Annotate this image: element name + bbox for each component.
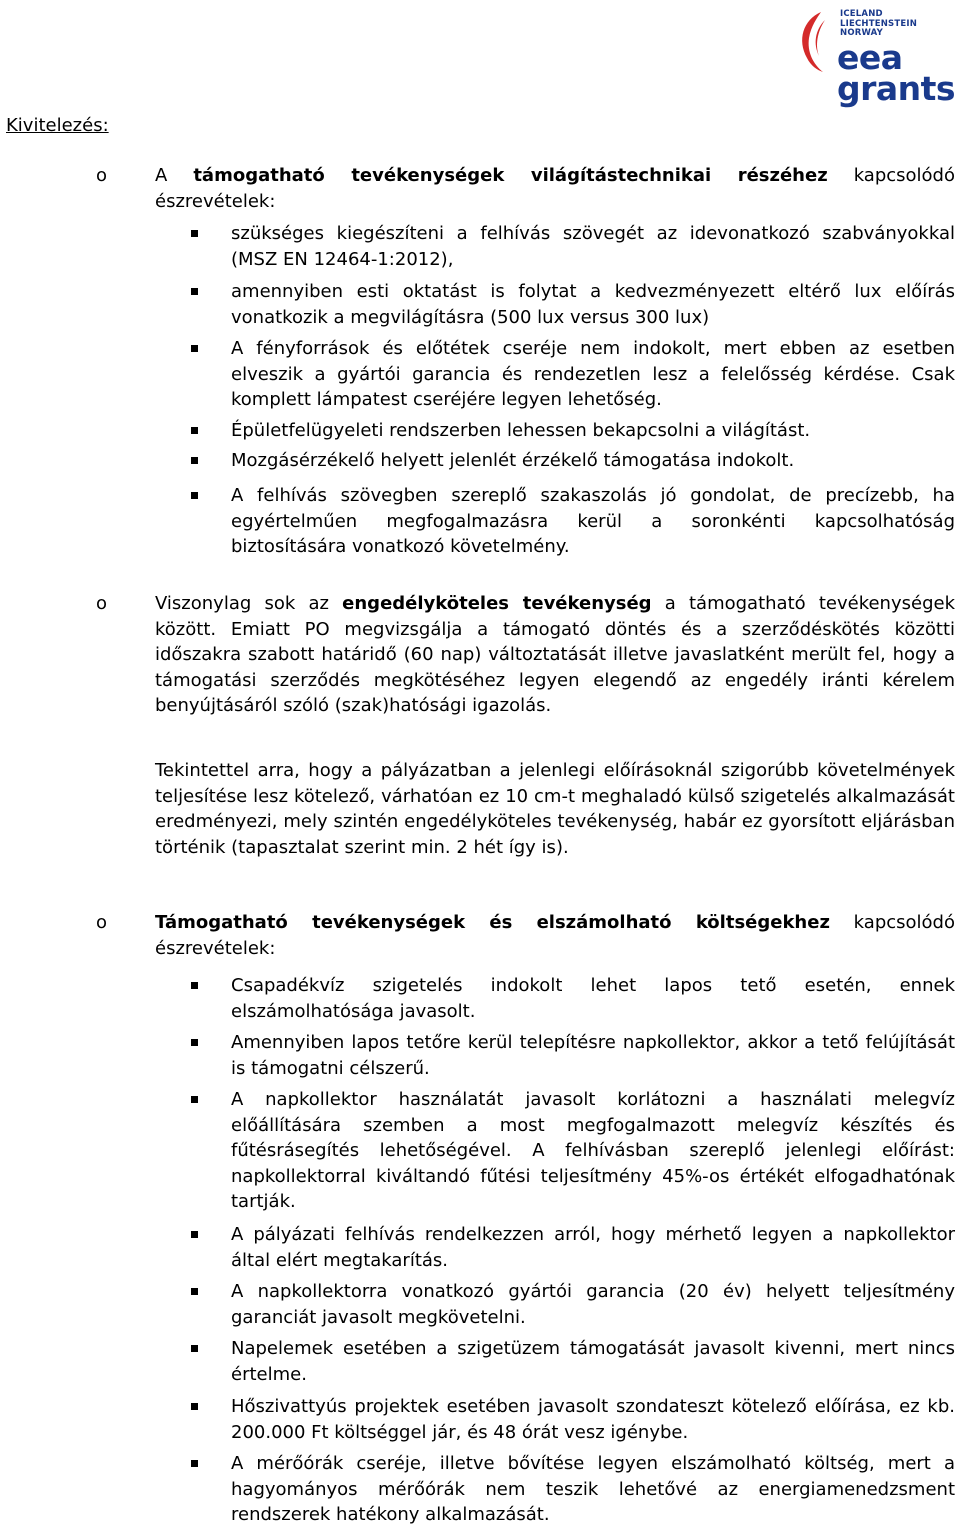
bullet-square-icon xyxy=(191,230,198,237)
paragraph: Tekintettel arra, hogy a pályázatban a jelenlegi előírásoknál szigorúbb követelmények teljesítése lesz kötelező, várhatóan ez 10 cm-t meghaladó külső szigetelés alkalmazását eredményezi, mely szintén engedélyköteles tevékenység, habár ez gyorsított eljárásban történik (tapasztalat szerint min. 2 hét így is). xyxy=(155,760,955,858)
logo-country: NORWAY xyxy=(840,28,883,38)
item-text-pre: Viszonylag sok az xyxy=(155,593,343,614)
bullet-square-icon xyxy=(191,427,198,434)
sub-item: A mérőórák cseréje, illetve bővítése legyen elszámolható költség, mert a hagyományos mérőórák nem teszik lehetővé az energiamenedzsment rendszerek hatékony alkalmazását. xyxy=(231,1453,955,1526)
list-item-permits xyxy=(155,591,955,719)
sub-item: Napelemek esetében a szigetüzem támogatását javasolt kivenni, mert nincs értelme. xyxy=(231,1338,955,1385)
bullet-square-icon xyxy=(191,982,198,989)
sub-item: szükséges kiegészíteni a felhívás szövegét az idevonatkozó szabványokkal (MSZ EN 12464-1:2012), xyxy=(231,223,955,270)
bullet-square-icon xyxy=(191,1231,198,1238)
bullet-square-icon xyxy=(191,1403,198,1410)
sub-item: amennyiben esti oktatást is folytat a kedvezményezett eltérő lux előírás vonatkozik a megvilágításra (500 lux versus 300 lux) xyxy=(231,281,955,328)
bullet-square-icon xyxy=(191,1039,198,1046)
list-item-lighting xyxy=(155,163,955,214)
bullet-square-icon xyxy=(191,1288,198,1295)
bullet-square-icon xyxy=(191,288,198,295)
sub-item: A napkollektor használatát javasolt korlátozni a használati melegvíz előállítására szemben a most megfogalmazott melegvíz készítés és fűtésrásegítés lehetőségével. A felhívásban szereplő jelenlegi előírást: napkollektorral kiváltandó fűtési teljesítmény 45%-os értékét elfogadhatónak tartják. xyxy=(231,1089,955,1213)
item-title-post: kapcsolódó észrevételek: xyxy=(155,165,955,212)
logo-line-2: grants xyxy=(837,69,956,108)
item-title-post: kapcsolódó észrevételek: xyxy=(155,912,955,959)
logo-country: LIECHTENSTEIN xyxy=(840,18,918,29)
section-heading: Kivitelezés: xyxy=(6,115,109,136)
sub-item: A fényforrások és előtétek cseréje nem indokolt, mert ebben az esetben elveszik a gyártói garancia és rendezetlen lesz a felelősség kérdése. Csak komplett lámpatest cseréjére legyen lehetőség. xyxy=(231,338,955,411)
item-title-bold: Támogatható tevékenységek és elszámolható költségekhez xyxy=(155,912,830,933)
sub-item: A felhívás szövegben szereplő szakaszolás jó gondolat, de precízebb, ha egyértelműen megfogalmazásra kerül a soronkénti kapcsolhatóság biztosítására vonatkozó követelmény. xyxy=(231,485,955,558)
logo-line-1: eea xyxy=(837,38,903,77)
logo-countries xyxy=(840,10,917,39)
bullet-square-icon xyxy=(191,345,198,352)
logo-country: ICELAND xyxy=(840,9,883,19)
sub-item: Csapadékvíz szigetelés indokolt lehet lapos tető esetén, ennek elszámolhatósága javasolt. xyxy=(231,975,955,1022)
list-marker: o xyxy=(96,593,108,614)
sub-item: A napkollektorra vonatkozó gyártói garancia (20 év) helyett teljesítmény garanciát javasolt megkövetelni. xyxy=(231,1281,955,1328)
sub-item: Hőszivattyús projektek esetében javasolt szondateszt kötelező előírása, ez kb. 200.000 Ft költséggel jár, és 48 órát vesz igénybe. xyxy=(231,1396,955,1443)
list-marker: o xyxy=(96,165,108,186)
bullet-square-icon xyxy=(191,457,198,464)
logo-wordmark xyxy=(837,38,956,108)
item-text-bold: engedélyköteles tevékenység xyxy=(342,593,652,614)
item-text-post: a támogatható tevékenységek között. Emiatt PO megvizsgálja a támogató döntés és a szerződéskötés közötti időszakra szabott határidő (60 nap) változtatását illetve javaslatként merült fel, hogy a támogatási szerződés megkötéséhez legyen elegendő az engedély iránti kérelem benyújtásáról szóló (szak)hatósági igazolás. xyxy=(155,593,955,717)
sub-item: Mozgásérzékelő helyett jelenlét érzékelő támogatása indokolt. xyxy=(231,450,795,471)
sub-item: A pályázati felhívás rendelkezzen arról, hogy mérhető legyen a napkollektor által elért megtakarítás. xyxy=(231,1224,955,1271)
item-title-pre: A xyxy=(155,165,194,186)
sub-item: Épületfelügyeleti rendszerben lehessen bekapcsolni a világítást. xyxy=(231,420,811,441)
bullet-square-icon xyxy=(191,1460,198,1467)
sub-item: Amennyiben lapos tetőre kerül telepítésre napkollektor, akkor a tető felújítását is támogatni célszerű. xyxy=(231,1032,955,1079)
list-marker: o xyxy=(96,912,108,933)
bullet-square-icon xyxy=(191,492,198,499)
eea-grants-logo xyxy=(795,6,955,112)
bullet-square-icon xyxy=(191,1096,198,1103)
item-title-bold: támogatható tevékenységek világítástechnikai részéhez xyxy=(193,165,828,186)
bullet-square-icon xyxy=(191,1345,198,1352)
list-item-eligible-costs xyxy=(155,910,955,961)
